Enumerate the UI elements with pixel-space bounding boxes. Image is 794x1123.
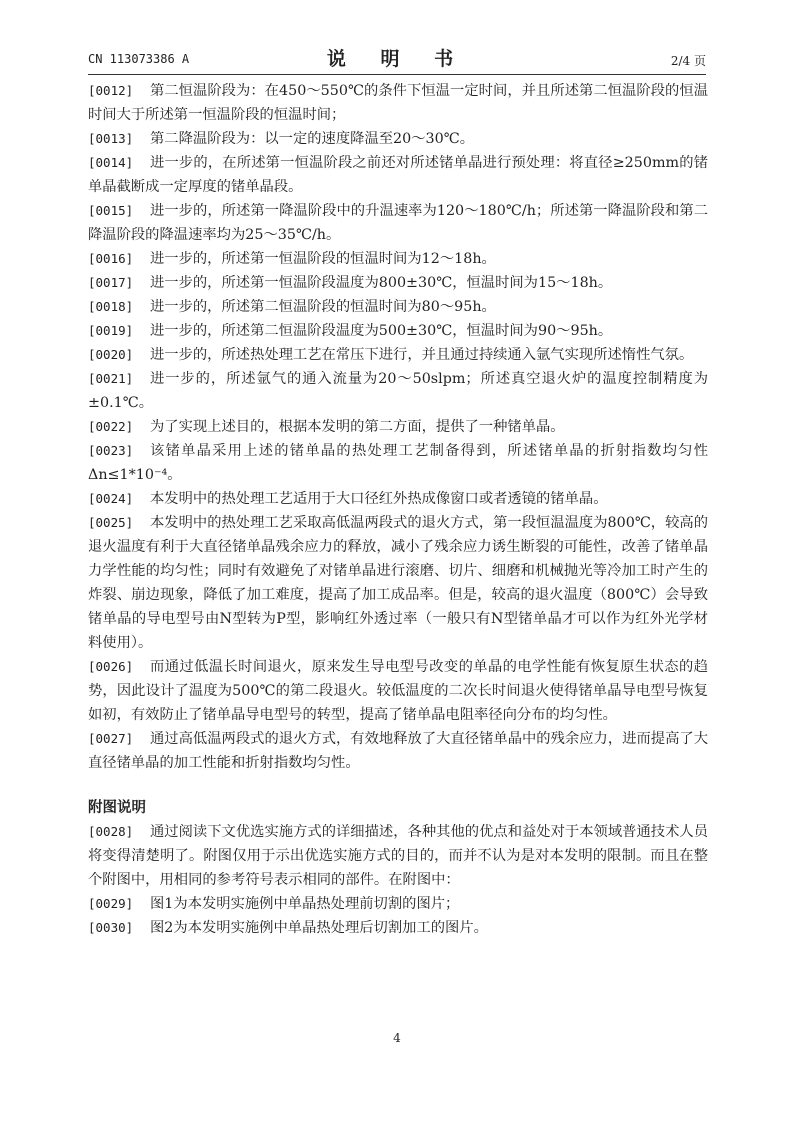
paragraph-text: 而通过低温长时间退火，原来发生导电型号改变的单晶的电学性能有恢复原生状态的趋势，因此设计了温度为500℃的第二段退火。较低温度的二次长时间退火使得锗单晶导电型号恢复如初，有效防止了锗单晶导电型号的转型，提高了锗单晶电阻率径向分布的均匀性。 [88, 659, 708, 723]
paragraph-number: [0022] [88, 419, 134, 434]
paragraph-number: [0020] [88, 347, 134, 362]
paragraph-number: [0019] [88, 323, 134, 338]
paragraph-text: 进一步的，所述氩气的通入流量为20～50slpm；所述真空退火炉的温度控制精度为±0.1℃。 [88, 371, 708, 411]
paragraph-text: 该锗单晶采用上述的锗单晶的热处理工艺制备得到，所述锗单晶的折射指数均匀性Δn≤1*10⁻⁴。 [88, 443, 708, 483]
page-header [88, 44, 706, 72]
paragraph-number: [0024] [88, 491, 134, 506]
paragraph-text: 第二恒温阶段为：在450～550℃的条件下恒温一定时间，并且所述第二恒温阶段的恒温时间大于所述第一恒温阶段的恒温时间； [88, 83, 708, 123]
page-indicator: 2/4 页 [670, 54, 706, 68]
paragraph-number: [0021] [88, 371, 134, 386]
paragraph-number: [0015] [88, 203, 134, 218]
paragraph-0030 [88, 916, 708, 940]
paragraph-0014 [88, 151, 708, 199]
paragraph-0024 [88, 487, 708, 511]
paragraph-0013 [88, 127, 708, 151]
paragraph-0026 [88, 655, 708, 727]
paragraph-text: 进一步的，所述第二恒温阶段的恒温时间为80～95h。 [150, 299, 496, 315]
paragraph-0028 [88, 820, 708, 892]
paragraph-number: [0012] [88, 83, 134, 98]
paragraph-0016 [88, 247, 708, 271]
paragraph-text: 为了实现上述目的，根据本发明的第二方面，提供了一种锗单晶。 [150, 419, 565, 435]
paragraph-0017 [88, 271, 708, 295]
paragraph-text: 进一步的，所述第一降温阶段中的升温速率为120～180℃/h；所述第一降温阶段和第二降温阶段的降温速率均为25～35℃/h。 [88, 203, 708, 243]
paragraph-number: [0023] [88, 443, 134, 458]
paragraph-number: [0025] [88, 515, 134, 530]
paragraph-text: 通过阅读下文优选实施方式的详细描述，各种其他的优点和益处对于本领域普通技术人员将变得清楚明了。附图仅用于示出优选实施方式的目的，而并不认为是对本发明的限制。而且在整个附图中，用相同的参考符号表示相同的部件。在附图中： [88, 824, 708, 888]
paragraph-text: 进一步的，在所述第一恒温阶段之前还对所述锗单晶进行预处理：将直径≥250mm的锗单晶截断成一定厚度的锗单晶段。 [88, 155, 708, 195]
paragraph-0018 [88, 295, 708, 319]
paragraph-text: 本发明中的热处理工艺适用于大口径红外热成像窗口或者透镜的锗单晶。 [150, 491, 608, 507]
paragraph-number: [0014] [88, 155, 134, 170]
paragraph-text: 图1为本发明实施例中单晶热处理前切割的图片； [150, 896, 460, 912]
paragraph-0019 [88, 319, 708, 343]
paragraph-0022 [88, 415, 708, 439]
paragraph-0012 [88, 79, 708, 127]
paragraph-number: [0026] [88, 659, 134, 674]
paragraph-number: [0017] [88, 275, 134, 290]
paragraph-number: [0013] [88, 131, 134, 146]
paragraph-number: [0030] [88, 920, 134, 935]
page-title: 说 明 书 [326, 48, 468, 70]
paragraph-number: [0029] [88, 896, 134, 911]
header-rule [88, 74, 706, 75]
paragraph-number: [0028] [88, 824, 134, 839]
paragraph-text: 进一步的，所述第一恒温阶段的恒温时间为12～18h。 [150, 251, 496, 267]
paragraph-0027 [88, 727, 708, 775]
paragraph-0020 [88, 343, 708, 367]
paragraph-text: 进一步的，所述第一恒温阶段温度为800±30℃，恒温时间为15～18h。 [150, 275, 613, 291]
page-number: 4 [393, 1031, 401, 1045]
paragraph-0025 [88, 511, 708, 655]
paragraph-number: [0027] [88, 731, 134, 746]
paragraph-0029 [88, 892, 708, 916]
paragraph-number: [0018] [88, 299, 134, 314]
paragraph-text: 第二降温阶段为：以一定的速度降温至20～30℃。 [150, 131, 475, 147]
paragraph-0021 [88, 367, 708, 415]
paragraph-text: 进一步的，所述热处理工艺在常压下进行，并且通过持续通入氩气实现所述惰性气氛。 [150, 347, 694, 363]
paragraph-text: 进一步的，所述第二恒温阶段温度为500±30℃，恒温时间为90～95h。 [150, 323, 613, 339]
paragraph-text: 图2为本发明实施例中单晶热处理后切割加工的图片。 [150, 920, 488, 936]
section-heading: 附图说明 [88, 799, 146, 816]
paragraph-number: [0016] [88, 251, 134, 266]
paragraph-0023 [88, 439, 708, 487]
publication-number: CN 113073386 A [88, 52, 190, 66]
paragraph-text: 本发明中的热处理工艺采取高低温两段式的退火方式，第一段恒温温度为800℃，较高的退火温度有利于大直径锗单晶残余应力的释放，减小了残余应力诱生断裂的可能性，改善了锗单晶力学性能的均匀性；同时有效避免了对锗单晶进行滚磨、切片、细磨和机械抛光等冷加工时产生的炸裂、崩边现象，降低了加工难度，提高了加工成品率。但是，较高的退火温度（800℃）会导致锗单晶的导电型号由N型转为P型，影响红外透过率（一般只有N型锗单晶才可以作为红外光学材料使用）。 [88, 515, 708, 651]
paragraph-0015 [88, 199, 708, 247]
document-body [88, 79, 708, 940]
paragraph-text: 通过高低温两段式的退火方式，有效地释放了大直径锗单晶中的残余应力，进而提高了大直径锗单晶的加工性能和折射指数均匀性。 [88, 731, 708, 771]
